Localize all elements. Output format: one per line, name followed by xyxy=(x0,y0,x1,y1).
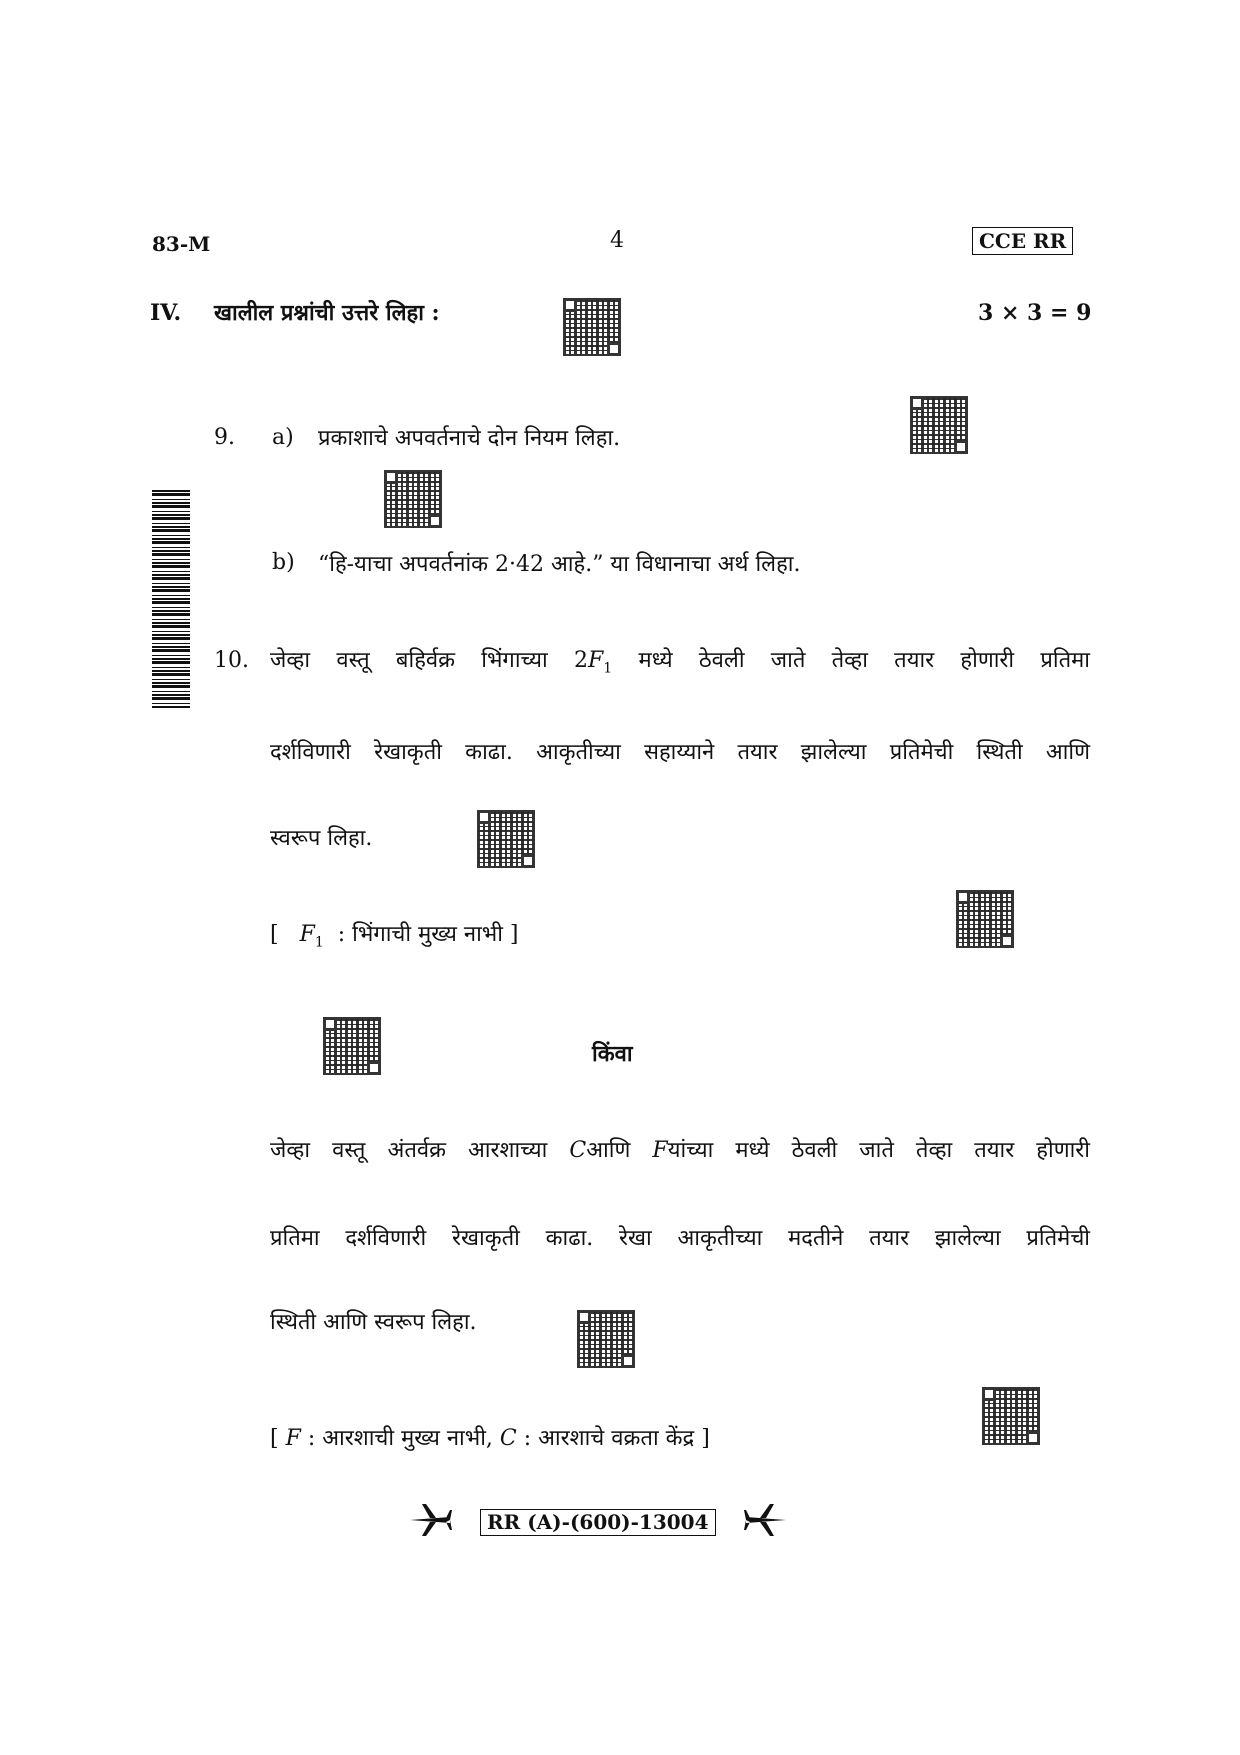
qr-code-icon xyxy=(563,298,621,356)
question-10-alt-note: [ F : आरशाची मुख्य नाभी, C : आरशाचे वक्रता केंद्र ] xyxy=(270,1426,710,1451)
question-10-line-3: स्वरूप लिहा. xyxy=(270,826,373,851)
question-9a-label: a) xyxy=(272,425,294,450)
question-10-line-1: जेव्हा वस्तू बहिर्वक्र भिंगाच्या $2F_1$ मध्ये ठेवली जाते तेव्हा तयार होणारी प्रतिमा xyxy=(270,648,1090,677)
question-10-alt-line-1: जेव्हा वस्तू अंतर्वक्र आरशाच्या Cआणि Fयांच्या मध्ये ठेवली जाते तेव्हा तयार होणारी xyxy=(270,1138,1090,1163)
airplane-icon xyxy=(744,1500,788,1540)
qr-code-icon xyxy=(956,890,1014,948)
question-9a-text: प्रकाशाचे अपवर्तनाचे दोन नियम लिहा. xyxy=(318,426,621,451)
qr-code-icon xyxy=(477,810,535,868)
qr-code-icon xyxy=(982,1387,1040,1445)
series-code-box: CCE RR xyxy=(972,227,1073,255)
question-10-alt-line-3: स्थिती आणि स्वरूप लिहा. xyxy=(270,1310,477,1335)
airplane-icon xyxy=(408,1500,452,1540)
qr-code-icon xyxy=(323,1017,381,1075)
barcode-icon xyxy=(152,488,190,708)
question-10-alt-line-2: प्रतिमा दर्शविणारी रेखाकृती काढा. रेखा आकृतीच्या मदतीने तयार झालेल्या प्रतिमेची xyxy=(270,1226,1090,1251)
or-separator: किंवा xyxy=(592,1041,633,1067)
section-title: खालील प्रश्नांची उत्तरे लिहा : xyxy=(214,300,440,326)
question-9b-label: b) xyxy=(272,550,295,575)
paper-code: 83-M xyxy=(152,232,211,256)
qr-code-icon xyxy=(577,1310,635,1368)
question-10-line-2: दर्शविणारी रेखाकृती काढा. आकृतीच्या सहाय्याने तयार झालेल्या प्रतिमेची स्थिती आणि xyxy=(270,740,1090,765)
question-10-note: [ $F_1$ : भिंगाची मुख्य नाभी ] xyxy=(270,922,519,951)
section-marks: 3 × 3 = 9 xyxy=(978,300,1092,326)
section-number: IV. xyxy=(150,300,182,326)
question-10-number: 10. xyxy=(214,648,249,673)
page-number: 4 xyxy=(610,228,624,253)
question-9b-text: “हि-याचा अपवर्तनांक 2·42 आहे.” या विधानाचा अर्थ लिहा. xyxy=(318,552,801,577)
qr-code-icon xyxy=(910,396,968,454)
qr-code-icon xyxy=(384,470,442,528)
question-9-number: 9. xyxy=(214,425,235,450)
footer-code-box: RR (A)-(600)-13004 xyxy=(480,1509,716,1536)
